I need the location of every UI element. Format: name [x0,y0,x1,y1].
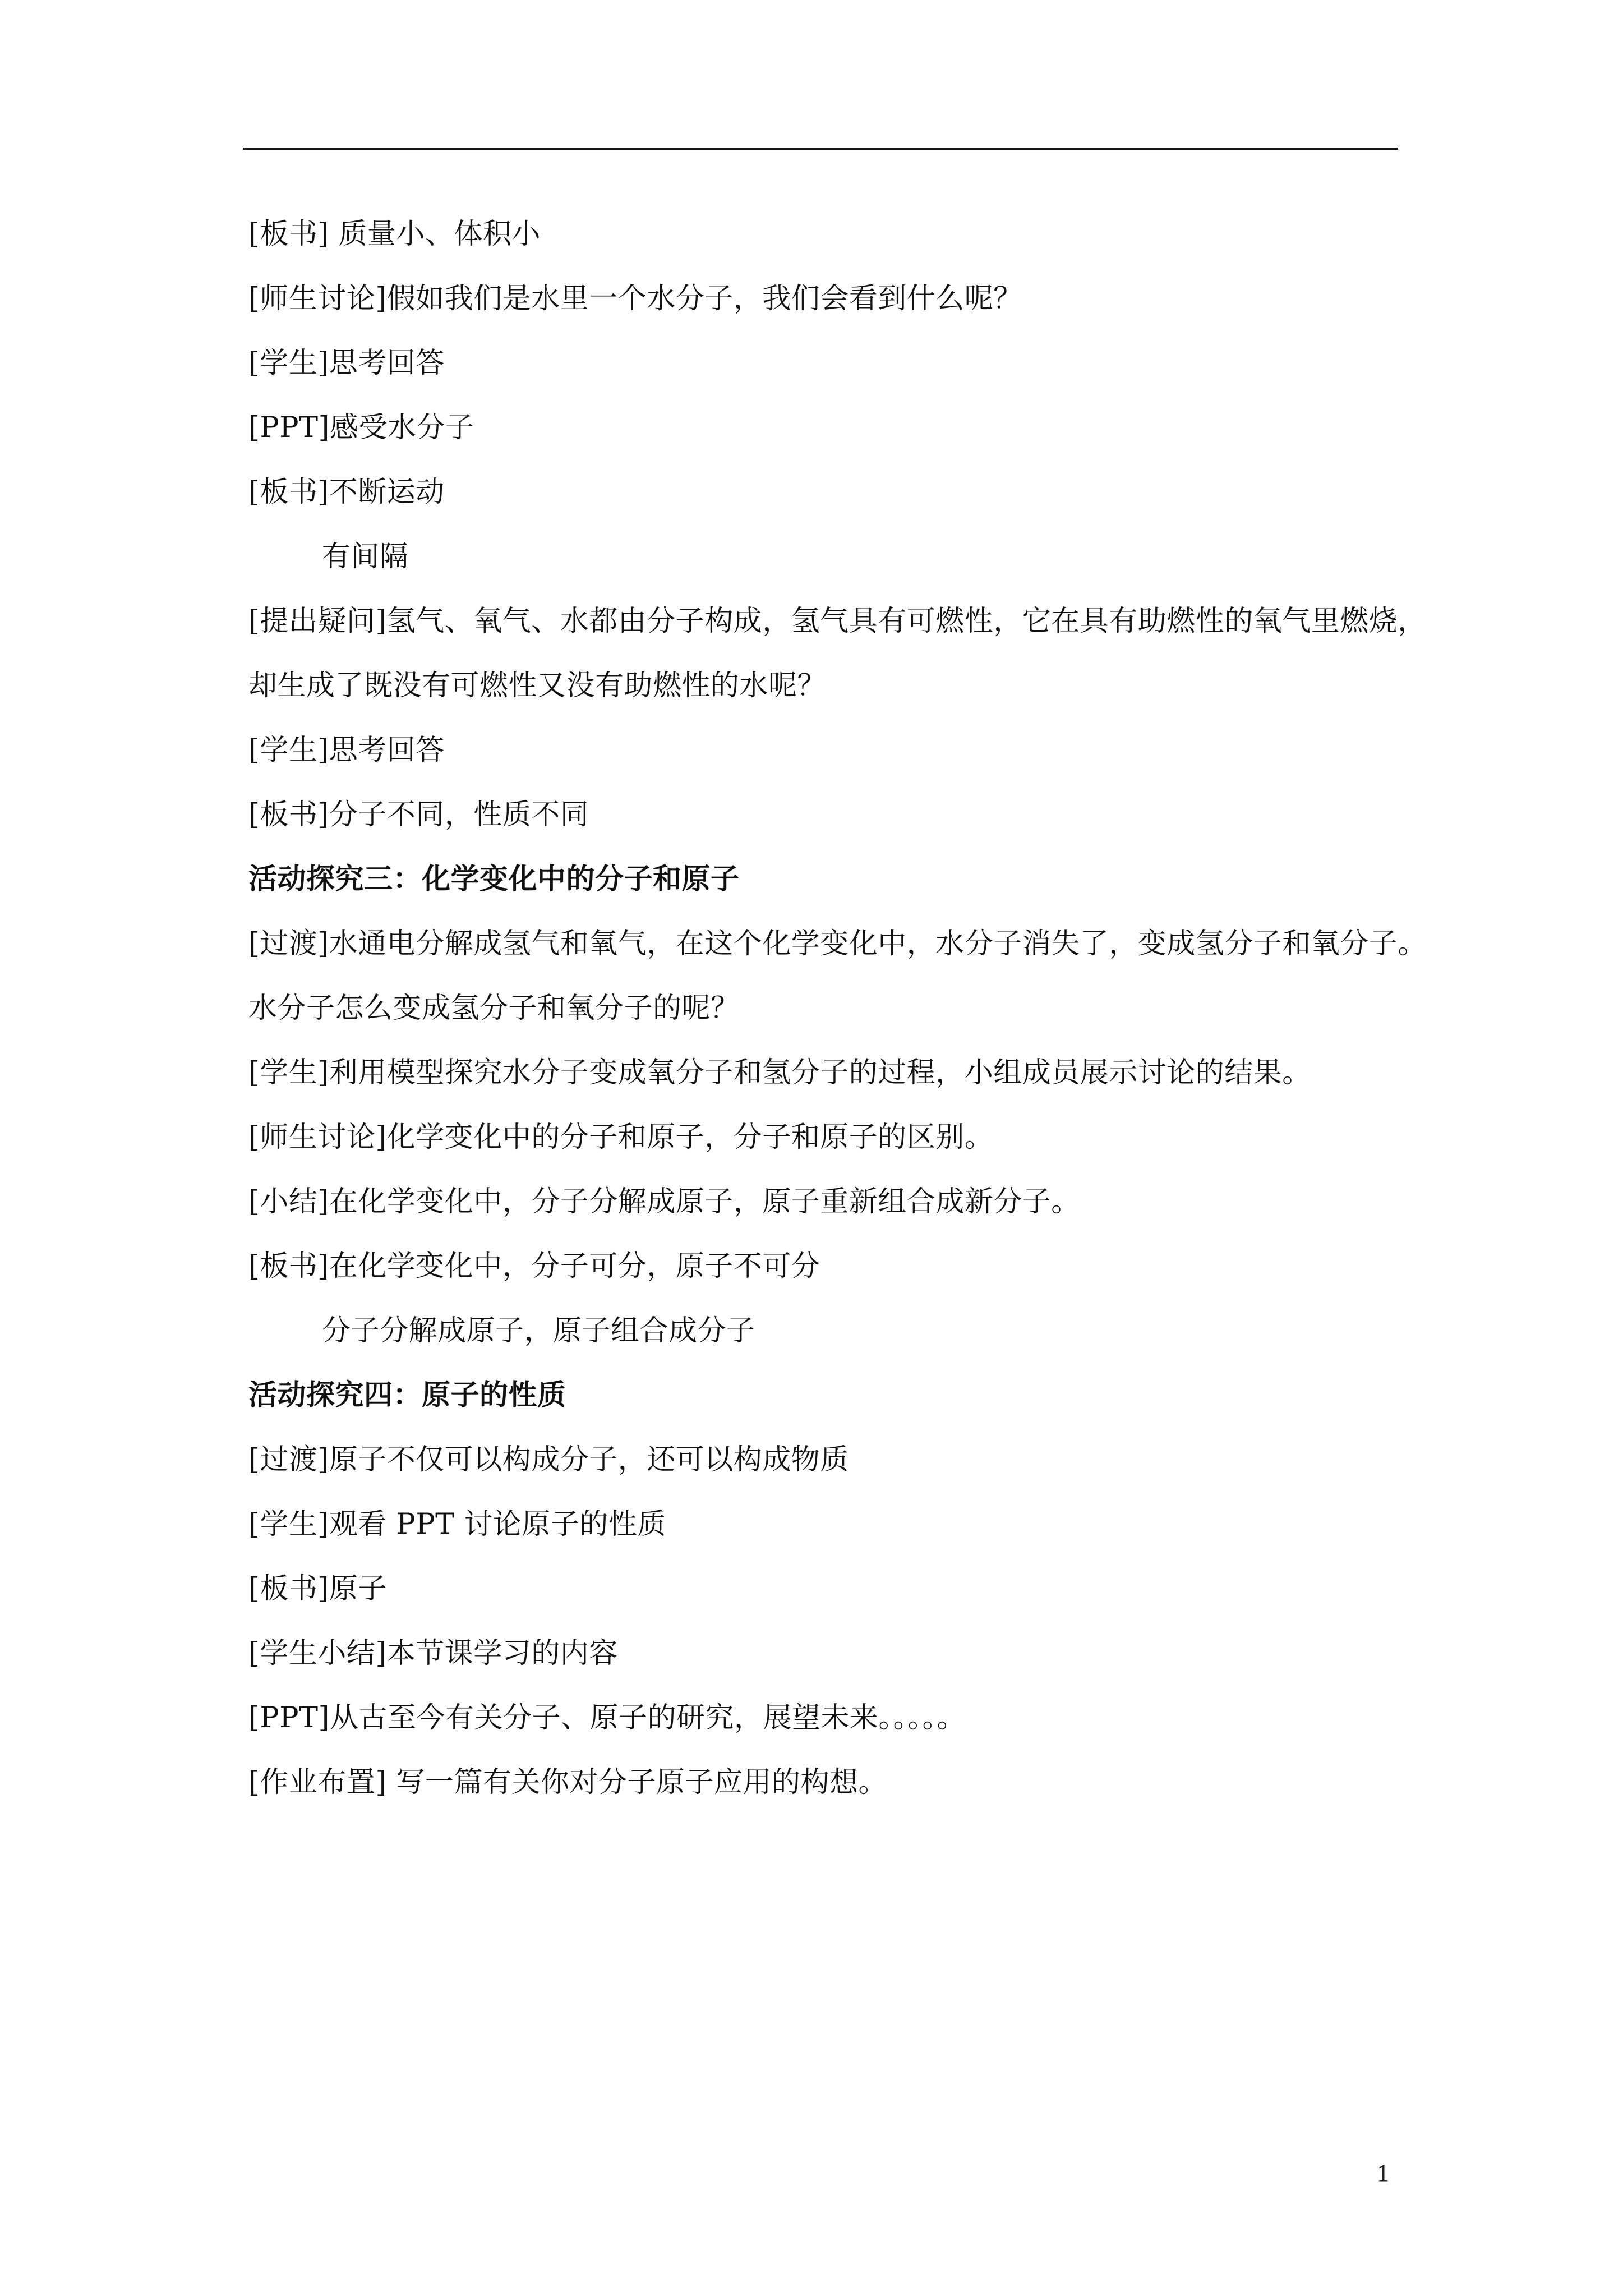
text-line: [提出疑问]氢气、氧气、水都由分子构成，氢气具有可燃性，它在具有助燃性的氧气里燃烧， [248,605,1427,638]
text-line: [过渡]水通电分解成氢气和氧气，在这个化学变化中，水分子消失了，变成氢分子和氧分子。 [248,927,1427,960]
text-line: 水分子怎么变成氢分子和氧分子的呢？ [248,992,740,1025]
text-line: [学生]利用模型探究水分子变成氧分子和氢分子的过程，小组成员展示讨论的结果。 [248,1056,1311,1089]
text-line: [板书]原子 [248,1572,387,1605]
text-line: [板书]分子不同，性质不同 [248,798,589,831]
text-line: [板书]不断运动 [248,476,445,509]
text-line-indented: 有间隔 [322,540,409,573]
text-line: [过渡]原子不仅可以构成分子，还可以构成物质 [248,1443,849,1476]
text-line: [学生小结]本节课学习的内容 [248,1637,618,1670]
text-line: [学生]思考回答 [248,734,445,767]
text-line: [学生]观看 PPT 讨论原子的性质 [248,1508,666,1541]
text-line: [作业布置] 写一篇有关你对分子原子应用的构想。 [248,1766,888,1799]
text-line: [师生讨论]假如我们是水里一个水分子，我们会看到什么呢？ [248,282,1022,315]
section-heading: 活动探究三：化学变化中的分子和原子 [248,862,740,896]
text-line: [板书]在化学变化中，分子可分，原子不可分 [248,1250,820,1283]
text-line-indented: 分子分解成原子，原子组合成分子 [322,1314,755,1347]
text-line: [学生]思考回答 [248,347,445,380]
text-line: [板书] 质量小、体积小 [248,218,541,251]
text-line: [师生讨论]化学变化中的分子和原子，分子和原子的区别。 [248,1121,994,1154]
document-body [248,202,1427,1815]
text-line: [PPT]感受水分子 [248,411,474,444]
header-rule [243,148,1398,150]
text-line: [PPT]从古至今有关分子、原子的研究，展望未来。。。。。 [248,1701,966,1734]
section-heading: 活动探究四：原子的性质 [248,1378,566,1412]
text-line: 却生成了既没有可燃性又没有助燃性的水呢？ [248,669,827,702]
page-number: 1 [1377,2159,1389,2187]
text-line: [小结]在化学变化中，分子分解成原子，原子重新组合成新分子。 [248,1185,1080,1218]
